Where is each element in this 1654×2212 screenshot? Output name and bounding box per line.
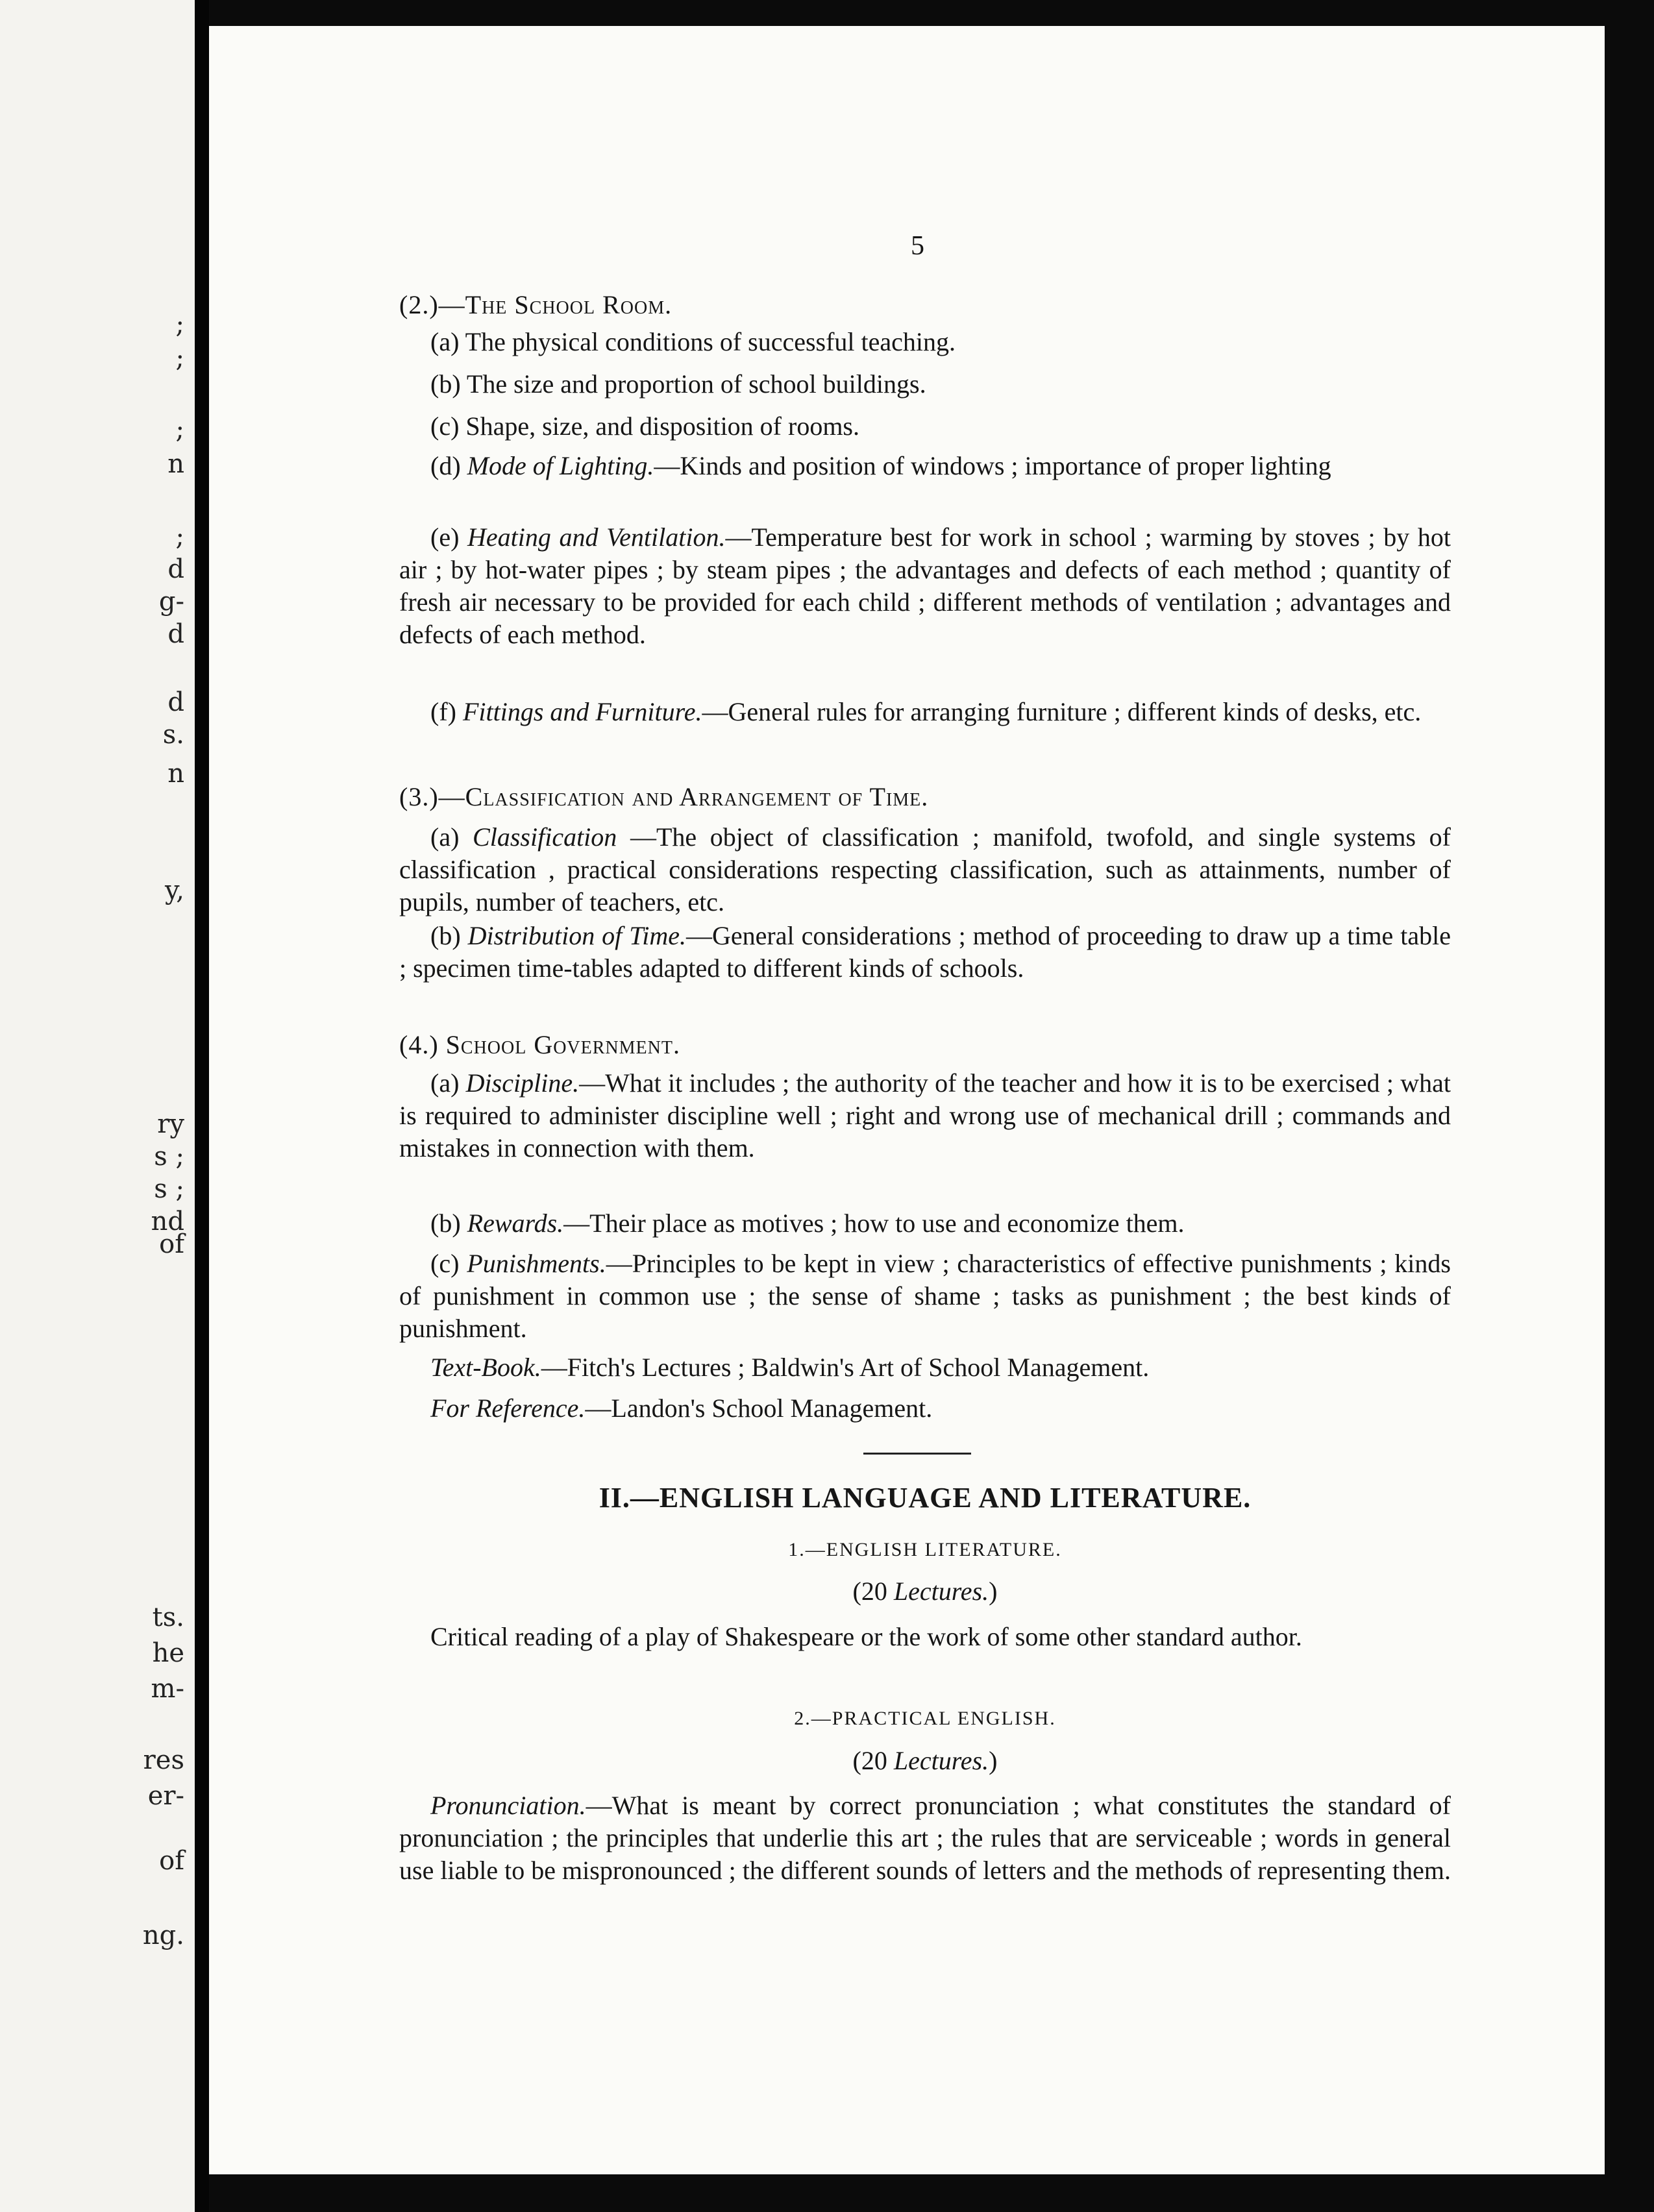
item-school-room-d <box>399 450 1451 482</box>
left-text-fragment: nd <box>151 1207 184 1236</box>
section-heading-classification: (3.)—Classification and Arrangement of Time. <box>399 782 929 811</box>
literature-text: Critical reading of a play of Shakespeare or the work of some other standard author. <box>430 1622 1302 1651</box>
reference-text: —Landon's School Management. <box>585 1394 933 1423</box>
left-text-fragment: s ; <box>154 1174 184 1204</box>
item-title: Mode of Lighting. <box>467 451 654 480</box>
section-divider <box>863 1453 971 1455</box>
left-text-fragment: m- <box>151 1674 184 1704</box>
item-title: Distribution of Time. <box>467 921 687 950</box>
pronunciation-title: Pronunciation. <box>430 1791 586 1820</box>
pronunciation-paragraph <box>399 1789 1451 1887</box>
left-text-fragment: s. <box>162 720 184 750</box>
item-text: —What it includes ; the authority of the teacher and how it is to be exercised ; what is required to administer discipline well ; right and wrong use of mechanical drill ; commands and mistakes in connection with them. <box>399 1068 1451 1162</box>
left-text-fragment: s ; <box>154 1142 184 1172</box>
item-text: —Their place as motives ; how to use and economize them. <box>563 1209 1185 1238</box>
item-school-room-c: (c) Shape, size, and disposition of rooms. <box>430 412 859 441</box>
item-government-c <box>399 1247 1451 1345</box>
item-school-room-b: (b) The size and proportion of school buildings. <box>430 369 926 399</box>
reference-line <box>399 1392 1451 1425</box>
left-text-fragment: ; <box>175 415 184 445</box>
left-text-fragment: ts. <box>152 1603 184 1632</box>
part-heading-english: II.—ENGLISH LANGUAGE AND LITERATURE. <box>599 1482 1252 1514</box>
lectures-count: (20 <box>852 1577 894 1606</box>
left-text-fragment: ry <box>157 1109 184 1139</box>
item-label: (d) <box>430 451 467 480</box>
sub-heading-practical: 2.—PRACTICAL ENGLISH. <box>794 1708 1056 1729</box>
item-text: —The object of classification ; manifold, twofold, and single systems of classification , practical considerations respecting classification, such as attainments, number of pupils, number of teachers, etc. <box>399 822 1451 916</box>
lectures-close: ) <box>989 1746 998 1775</box>
item-classification-b <box>399 920 1451 985</box>
item-government-a <box>399 1067 1451 1164</box>
item-label: (a) <box>430 1068 466 1098</box>
left-text-fragment: ; <box>175 522 184 552</box>
left-text-fragment: ng. <box>142 1921 184 1950</box>
section-heading-school-room: (2.)—The School Room. <box>399 290 673 319</box>
literature-lectures <box>399 1575 1451 1608</box>
left-text-fragment: n <box>167 759 184 789</box>
sub-heading-literature: 1.—ENGLISH LITERATURE. <box>788 1539 1062 1560</box>
item-title: Punishments. <box>467 1249 606 1278</box>
pronunciation-text: —What is meant by correct pronunciation ; what constitutes the standard of pronunciation ; the principles that underlie this art ; the rules that are serviceable ; words in general use liable to be mispronounced ; the different sounds of letters and the methods of representing them. <box>399 1791 1451 1885</box>
item-text: —Temperature best for work in school ; warming by stoves ; by hot air ; by hot-water pipes ; by steam pipes ; the advantages and defects of each method ; quantity of fresh air necessary to be provided for each child ; different methods of ventilation ; advantages and defects of each method. <box>399 522 1451 649</box>
item-text: —General considerations ; method of proceeding to draw up a time table ; specimen time-tables adapted to different kinds of schools. <box>399 921 1451 983</box>
item-text: —Kinds and position of windows ; importance of proper lighting <box>654 451 1331 480</box>
left-text-fragment: ; <box>175 310 184 339</box>
left-text-fragment: res <box>143 1745 184 1775</box>
book-gutter <box>195 0 209 2212</box>
item-label: (e) <box>430 522 468 552</box>
item-label: (c) <box>430 1249 467 1278</box>
item-title: Fittings and Furniture. <box>462 697 702 726</box>
item-label: (b) <box>430 1209 467 1238</box>
item-school-room-e <box>399 521 1451 651</box>
item-title: Discipline. <box>465 1068 580 1098</box>
item-label: (b) <box>430 921 468 950</box>
lectures-close: ) <box>989 1577 998 1606</box>
lectures-count: (20 <box>852 1746 894 1775</box>
item-title: Heating and Ventilation. <box>467 522 726 552</box>
lectures-word: Lectures. <box>893 1746 989 1775</box>
item-school-room-f <box>399 696 1451 728</box>
left-text-fragment: er- <box>147 1781 184 1811</box>
item-government-b <box>399 1207 1451 1240</box>
textbook-label: Text-Book. <box>430 1353 541 1382</box>
practical-lectures <box>399 1745 1451 1777</box>
left-text-fragment: of <box>159 1229 184 1259</box>
left-text-fragment: y, <box>165 876 184 905</box>
textbook-text: —Fitch's Lectures ; Baldwin's Art of School Management. <box>541 1353 1150 1382</box>
item-school-room-a: (a) The physical conditions of successful teaching. <box>430 327 956 356</box>
textbook-line <box>399 1351 1451 1384</box>
section-heading-government: (4.) School Government. <box>399 1030 680 1059</box>
item-text: —General rules for arranging furniture ; different kinds of desks, etc. <box>702 697 1422 726</box>
left-text-fragment: d <box>167 619 184 649</box>
lectures-word: Lectures. <box>893 1577 989 1606</box>
document-page <box>209 26 1605 2174</box>
left-text-fragment: ; <box>175 343 184 373</box>
left-text-fragment: n <box>167 449 184 479</box>
item-title: Classification <box>473 822 617 852</box>
item-label: (f) <box>430 697 463 726</box>
item-classification-a <box>399 821 1451 918</box>
left-text-fragment: he <box>152 1638 184 1668</box>
left-text-fragment: d <box>167 687 184 717</box>
reference-label: For Reference. <box>430 1394 586 1423</box>
page-number: 5 <box>911 231 924 261</box>
item-title: Rewards. <box>467 1209 564 1238</box>
item-label: (a) <box>430 822 473 852</box>
previous-page-fragment <box>0 0 195 2212</box>
left-text-fragment: g- <box>158 587 184 617</box>
left-text-fragment: d <box>167 554 184 584</box>
left-text-fragment: of <box>159 1846 184 1876</box>
item-text: —Principles to be kept in view ; characteristics of effective punishments ; kinds of punishment in common use ; the sense of shame ; tasks as punishment ; the best kinds of punishment. <box>399 1249 1451 1343</box>
